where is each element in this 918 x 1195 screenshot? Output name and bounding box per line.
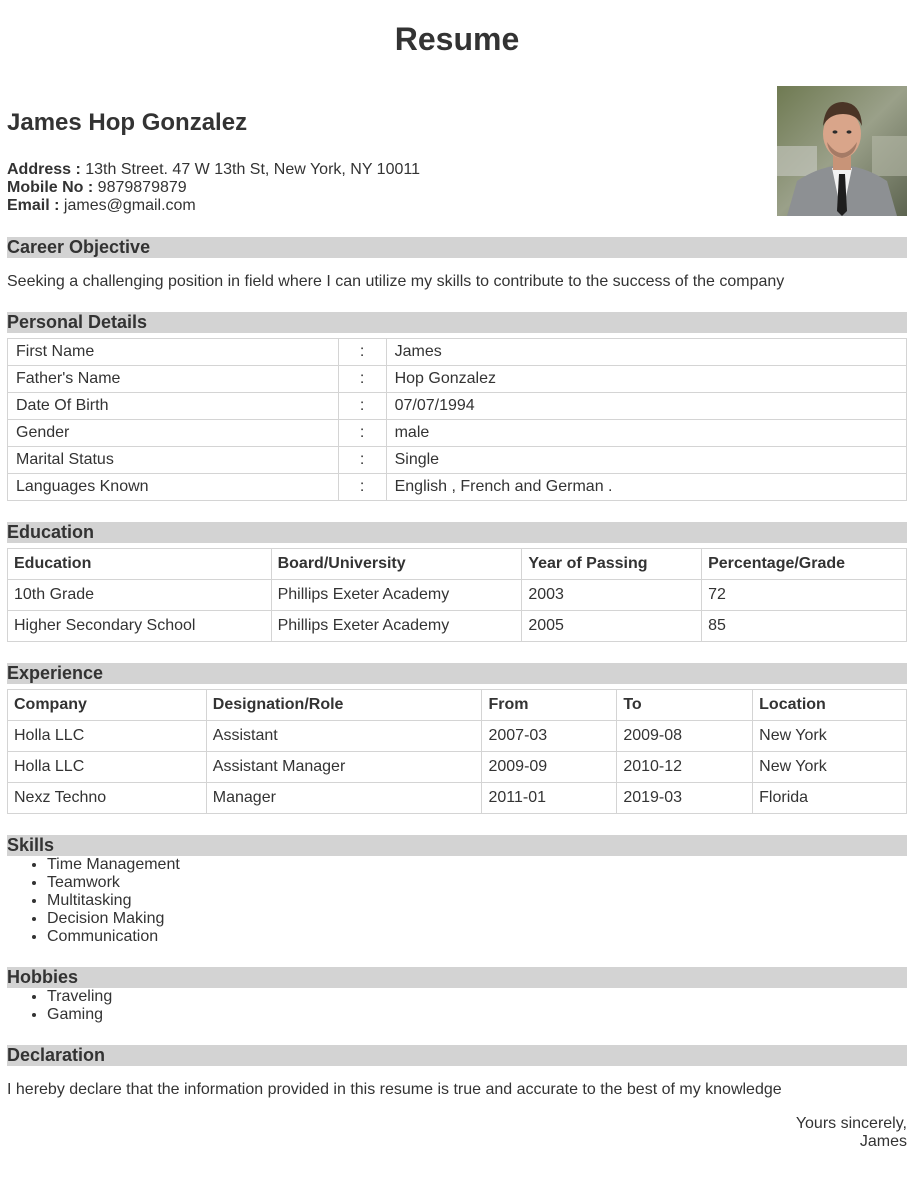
profile-photo (777, 86, 907, 216)
table-cell: Florida (753, 783, 907, 814)
table-row (8, 611, 907, 642)
detail-label: Gender (8, 420, 339, 447)
skills-heading: Skills (7, 835, 907, 856)
column-header: Percentage/Grade (702, 549, 907, 580)
table-cell: Holla LLC (8, 752, 207, 783)
table-cell: Assistant (206, 721, 482, 752)
list-item: • Teamwork (47, 874, 907, 892)
column-header: Designation/Role (206, 690, 482, 721)
column-header: Location (753, 690, 907, 721)
address-line (7, 161, 420, 179)
declaration-heading: Declaration (7, 1045, 907, 1066)
column-header: Year of Passing (522, 549, 702, 580)
table-cell: 2009-08 (617, 721, 753, 752)
detail-label: Father's Name (8, 366, 339, 393)
table-row (8, 366, 907, 393)
email-value: james@gmail.com (63, 197, 196, 214)
table-cell: 85 (702, 611, 907, 642)
personal-details-heading: Personal Details (7, 312, 907, 333)
address-value: 13th Street. 47 W 13th St, New York, NY 10011 (85, 161, 420, 178)
hobbies-list (7, 988, 907, 1024)
table-cell: 2010-12 (617, 752, 753, 783)
table-cell: Phillips Exeter Academy (271, 580, 522, 611)
table-cell: Assistant Manager (206, 752, 482, 783)
table-cell: Nexz Techno (8, 783, 207, 814)
table-row (8, 420, 907, 447)
contact-info (7, 161, 420, 215)
education-table (7, 548, 907, 642)
email-label: Email : (7, 197, 60, 214)
detail-value: male (386, 420, 906, 447)
list-item: • Gaming (47, 1006, 907, 1024)
table-cell: 10th Grade (8, 580, 272, 611)
detail-label: First Name (8, 339, 339, 366)
list-item: • Communication (47, 928, 907, 946)
column-header: Company (8, 690, 207, 721)
mobile-label: Mobile No : (7, 179, 94, 196)
detail-value: English , French and German . (386, 474, 906, 501)
experience-heading: Experience (7, 663, 907, 684)
table-cell: 2011-01 (482, 783, 617, 814)
table-cell: Manager (206, 783, 482, 814)
column-header: Board/University (271, 549, 522, 580)
resume-page (7, 0, 907, 1151)
hobbies-heading: Hobbies (7, 967, 907, 988)
candidate-name: James Hop Gonzalez (7, 109, 248, 136)
column-header: To (617, 690, 753, 721)
detail-value: James (386, 339, 906, 366)
detail-separator: : (338, 339, 386, 366)
career-objective-text: Seeking a challenging position in field where I can utilize my skills to contribute to the success of the company (7, 273, 785, 290)
mobile-value: 9879879879 (97, 179, 187, 196)
table-cell: 72 (702, 580, 907, 611)
table-cell: 2003 (522, 580, 702, 611)
table-cell: Holla LLC (8, 721, 207, 752)
table-header-row (8, 549, 907, 580)
detail-value: Hop Gonzalez (386, 366, 906, 393)
table-row (8, 580, 907, 611)
detail-separator: : (338, 474, 386, 501)
detail-label: Marital Status (8, 447, 339, 474)
skills-list (7, 856, 907, 946)
column-header: Education (8, 549, 272, 580)
table-cell: New York (753, 721, 907, 752)
career-objective-heading: Career Objective (7, 237, 907, 258)
detail-label: Languages Known (8, 474, 339, 501)
detail-separator: : (338, 393, 386, 420)
detail-separator: : (338, 447, 386, 474)
closing-line: Yours sincerely, (795, 1115, 907, 1132)
column-header: From (482, 690, 617, 721)
table-header-row (8, 690, 907, 721)
table-row (8, 393, 907, 420)
profile-photo-icon (777, 86, 907, 216)
table-cell: 2005 (522, 611, 702, 642)
detail-label: Date Of Birth (8, 393, 339, 420)
table-row (8, 474, 907, 501)
personal-details-table (7, 338, 907, 501)
detail-value: 07/07/1994 (386, 393, 906, 420)
table-cell: New York (753, 752, 907, 783)
table-cell: Phillips Exeter Academy (271, 611, 522, 642)
declaration-text: I hereby declare that the information provided in this resume is true and accurate to the best of my knowledge (7, 1081, 782, 1098)
resume-header (7, 57, 907, 217)
list-item: • Decision Making (47, 910, 907, 928)
detail-separator: : (338, 420, 386, 447)
signature-name: James (859, 1133, 907, 1150)
table-row (8, 752, 907, 783)
email-line (7, 197, 420, 215)
table-row (8, 783, 907, 814)
list-item: • Time Management (47, 856, 907, 874)
table-cell: 2009-09 (482, 752, 617, 783)
list-item: • Multitasking (47, 892, 907, 910)
table-row (8, 721, 907, 752)
detail-value: Single (386, 447, 906, 474)
education-heading: Education (7, 522, 907, 543)
page-title: Resume (394, 21, 520, 57)
table-row (8, 339, 907, 366)
address-label: Address : (7, 161, 81, 178)
table-row (8, 447, 907, 474)
mobile-line (7, 179, 420, 197)
detail-separator: : (338, 366, 386, 393)
list-item: • Traveling (47, 988, 907, 1006)
table-cell: 2019-03 (617, 783, 753, 814)
table-cell: 2007-03 (482, 721, 617, 752)
experience-table (7, 689, 907, 814)
table-cell: Higher Secondary School (8, 611, 272, 642)
